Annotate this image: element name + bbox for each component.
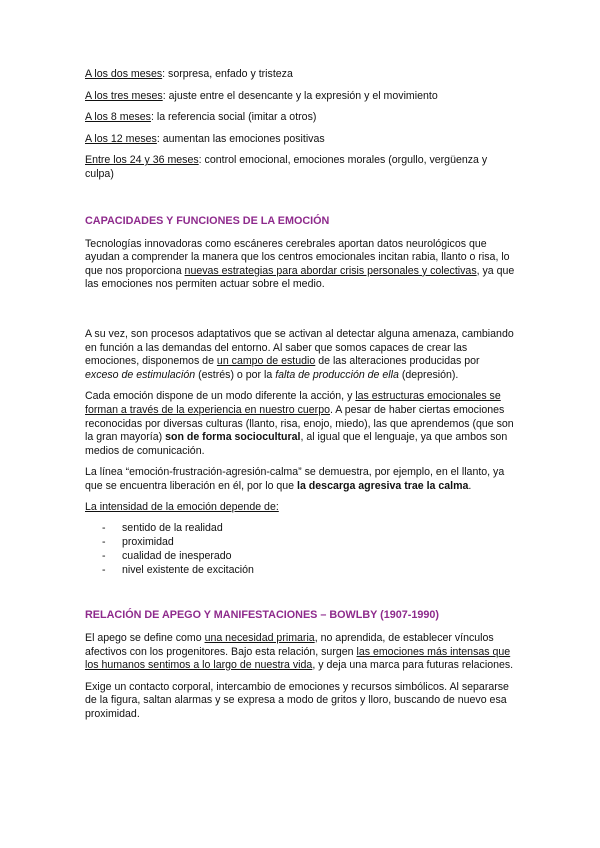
paragraph-linea-emocion: La línea “emoción-frustración-agresión-calma” se demuestra, por ejemplo, en el llanto, ya que se encuentra liberación en él, por lo que la descarga agresiva trae la calma. [85,466,505,492]
list-item: - nivel existente de excitación [102,564,254,577]
section-heading-capacidades: CAPACIDADES Y FUNCIONES DE LA EMOCIÓN [85,214,330,227]
paragraph-apego-definicion: El apego se define como una necesidad primaria, no aprendida, de establecer vínculos afectivos con los progenitores. Bajo esta relación, surgen las emociones más intensas que los humanos sentimos a lo largo de nuestra vida, y deja una marca para futuras relaciones. [85,631,514,672]
intensity-list [85,522,515,578]
stage-label: A los 12 meses [85,132,157,145]
stage-line-24-36-months [85,154,515,181]
list-item: - cualidad de inesperado [102,550,232,563]
stage-text: : la referencia social (imitar a otros) [150,111,317,124]
stage-line-8-months [85,111,515,125]
stage-text: : sorpresa, enfado y tristeza [162,68,293,80]
paragraph-procesos-adaptativos: A su vez, son procesos adaptativos que se activan al detectar alguna amenaza, cambiando en función a las demandas del entorno. Al saber que somos capaces de crear las emociones, disponemos de un campo de estudio de las alteraciones producidas por exceso de estimulación (estrés) o por la falta de producción de ella (depresión). [85,327,514,381]
paragraph-cada-emocion: Cada emoción dispone de un modo diferente la acción, y las estructuras emocionales se forman a través de la experiencia en nuestro cuerpo. A pesar de haber ciertas emociones reconocidas por diversas culturas (llanto, risa, enojo, miedo), las que aprendemos (que son la gran mayoría) son de forma sociocultural, al igual que el lenguaje, ya que ambos son medios de comunicación. [85,390,514,457]
paragraph-contacto-corporal: Exige un contacto corporal, intercambio de emociones y recursos simbólicos. Al separarse de la figura, saltan alarmas y se expresa a modo de gritos y lloro, buscando de nuevo esa proximidad. [85,680,509,720]
stage-line-2-months [85,68,515,82]
list-item: - proximidad [102,536,174,549]
stage-text: : aumentan las emociones positivas [156,132,325,145]
stage-label: A los dos meses [85,68,163,80]
stage-label: Entre los 24 y 36 meses [85,154,199,167]
stage-line-12-months [85,133,515,147]
paragraph-tecnologias: Tecnologías innovadoras como escáneres cerebrales aportan datos neurológicos que ayudan a comprender la manera que los centros emocionales incitan rabia, llanto o risa, lo que nos proporciona nuevas estrategias para abordar crisis personales y colectivas, ya que las emociones nos permiten actuar sobre el medio. [85,237,515,291]
stage-label: A los tres meses [85,89,163,102]
intensity-title: La intensidad de la emoción depende de: [85,501,279,514]
bullet-dash: - [102,522,106,535]
bullet-dash: - [102,564,106,577]
document-page [85,68,515,730]
stage-text: : ajuste entre el desencante y la expresión y el movimiento [162,89,438,102]
bullet-dash: - [102,550,106,563]
section-heading-apego: RELACIÓN DE APEGO Y MANIFESTACIONES – BOWLBY (1907-1990) [85,608,439,621]
list-item: - sentido de la realidad [102,522,223,535]
stage-line-3-months [85,90,515,104]
stage-label: A los 8 meses [85,111,151,124]
stage-text: : control emocional, emociones morales (orgullo, vergüenza y culpa) [85,154,488,180]
bullet-dash: - [102,536,106,549]
